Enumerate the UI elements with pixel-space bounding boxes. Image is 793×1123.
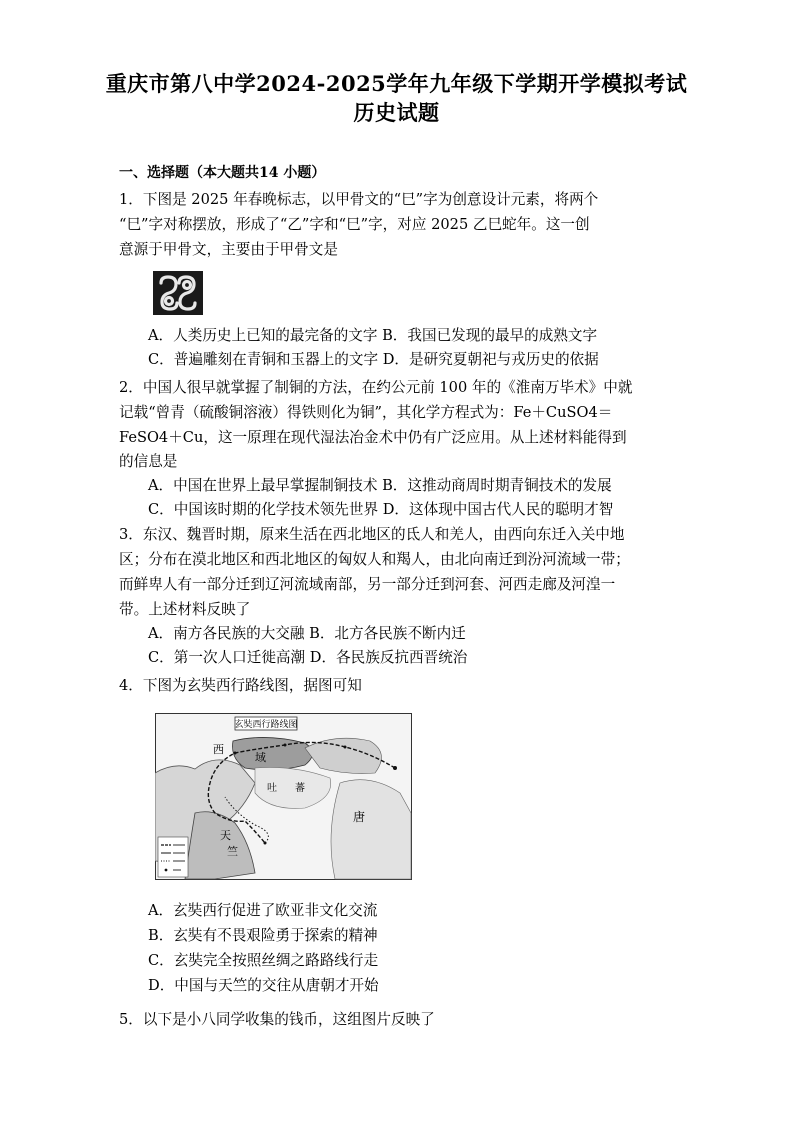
question-stem-line: 3．东汉、魏晋时期，原来生活在西北地区的氐人和羌人，由西向东迁入关中地 (119, 526, 625, 543)
map-label-zhu: 竺 (227, 845, 238, 858)
spring-festival-logo-icon (153, 271, 203, 315)
question-stem-line: 4．下图为玄奘西行路线图，据图可知 (119, 677, 362, 694)
option-line: C．第一次人口迁徙高潮 D．各民族反抗西晋统治 (148, 649, 468, 666)
option-line: A．中国在世界上最早掌握制铜技术 B．这推动商周时期青铜技术的发展 (148, 477, 612, 494)
question-stem-line: FeSO4＋Cu，这一原理在现代湿法冶金术中仍有广泛应用。从上述材料能得到 (119, 429, 627, 446)
question-stem-line: 2．中国人很早就掌握了制铜的方法，在约公元前 100 年的《淮南万毕术》中就 (119, 379, 633, 396)
option-line: A．南方各民族的大交融 B．北方各民族不断内迁 (148, 625, 466, 642)
question-stem-line: 的信息是 (119, 453, 178, 470)
title-line-1: 重庆市第八中学2024-2025学年九年级下学期开学模拟考试 (105, 71, 688, 96)
question-stem-line: 记载“曾青（硫酸铜溶液）得铁则化为铜”，其化学方程式为：Fe＋CuSO4＝ (119, 404, 613, 421)
question-stem-line: 带。上述材料反映了 (119, 601, 251, 618)
option-line: C．中国该时期的化学技术领先世界 D．这体现中国古代人民的聪明才智 (148, 501, 614, 518)
question-stem-line: 1．下图是 2025 年春晚标志，以甲骨文的“巳”字为创意设计元素，将两个 (119, 191, 599, 208)
question-stem-line: 5．以下是小八同学收集的钱币，这组图片反映了 (119, 1011, 435, 1028)
option-line: A．人类历史上已知的最完备的文字 B．我国已发现的最早的成熟文字 (148, 327, 598, 344)
map-label-tang: 唐 (353, 810, 366, 824)
map-title: 玄奘西行路线图 (234, 720, 298, 730)
map-label-region: 域 (255, 751, 266, 764)
option-line: D．中国与天竺的交往从唐朝才开始 (148, 977, 379, 994)
question-stem-line: 而鲜卑人有一部分迁到辽河流域南部，另一部分迁到河套、河西走廊及河湟一 (119, 576, 616, 593)
section-heading: 一、选择题（本大题共14 小题） (119, 165, 326, 181)
map-label-tian: 天 (220, 829, 231, 842)
option-line: A．玄奘西行促进了欧亚非文化交流 (148, 902, 378, 919)
question-stem-line: 意源于甲骨文，主要由于甲骨文是 (119, 241, 338, 258)
question-stem-line: 区；分布在漠北地区和西北地区的匈奴人和羯人，由北向南迁到汾河流域一带； (119, 551, 630, 568)
title-line-2: 历史试题 (353, 100, 440, 125)
question-stem-line: “巳”字对称摆放，形成了“乙”字和“巳”字，对应 2025 乙巳蛇年。这一创 (119, 216, 590, 233)
map-legend (158, 837, 188, 877)
xuanzang-route-map (155, 713, 412, 880)
map-label-tubo-2: 蕃 (295, 783, 305, 794)
option-line: C．玄奘完全按照丝绸之路路线行走 (148, 952, 379, 969)
option-line: C．普遍雕刻在青铜和玉器上的文字 D．是研究夏朝祀与戎历史的依据 (148, 351, 599, 368)
map-label-tubo: 吐 (267, 783, 277, 794)
map-label-west: 西 (213, 743, 224, 756)
option-line: B．玄奘有不畏艰险勇于探索的精神 (148, 927, 378, 944)
